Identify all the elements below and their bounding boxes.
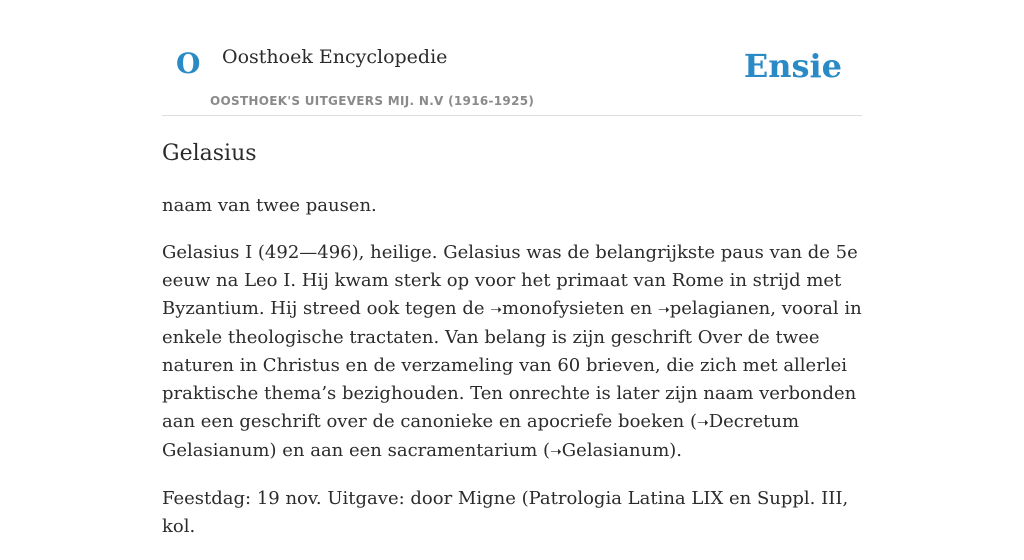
paragraph-text: ) en aan een sacramentarium ( [269,440,551,461]
publisher-subtitle: OOSTHOEK'S UITGEVERS MIJ. N.V (1916-1925) [210,94,535,108]
ensie-brand-link[interactable]: Ensie [743,47,842,85]
entry-title: Gelasius [162,141,257,166]
paragraph-text: Gelasius I (492—496), heilige. Gelasius was de belangrijkste paus van de 5e eeuw na Leo I. Hij kwam sterk op voor het primaat van Rome in strijd met Byzantium. Hij streed ook tegen de [162,242,858,319]
xref-monofysieten-link[interactable] [490,298,624,319]
oosthoek-logo-icon[interactable]: O [176,47,201,80]
entry-summary: naam van twee pausen. [162,195,377,216]
xref-gelasianum-link[interactable] [550,440,669,461]
arrow-right-icon: ➝ [696,415,709,431]
xref-label: Gelasianum [561,440,670,461]
xref-label: pelagianen [669,298,771,319]
arrow-right-icon: ➝ [550,444,562,460]
entry-content [162,192,862,560]
entry-paragraph-2: Feestdag: 19 nov. Uitgave: door Migne (Patrologia Latina LIX en Suppl. III, kol. [162,488,849,537]
xref-label: Decretum Gelasianum [162,411,800,461]
entry-paragraph-1 [162,239,862,466]
paragraph-text: ). [669,440,683,461]
site-header [162,0,862,116]
page-container [162,0,862,537]
site-title[interactable]: Oosthoek Encyclopedie [222,46,448,68]
xref-pelagianen-link[interactable] [658,298,770,319]
xref-label: monofysieten [502,298,625,319]
paragraph-text: en [624,298,658,319]
arrow-right-icon: ➝ [658,302,670,318]
arrow-right-icon: ➝ [490,302,502,318]
paragraph-text: , vooral in enkele theologische tractaten. Van belang is zijn geschrift Over de twee naturen in Christus en de verzameling van 60 brieven, die zich met allerlei praktische thema’s bezighouden. Ten onrechte is later zijn naam verbonden aan een geschrift over de canonieke en apocriefe boeken ( [162,298,862,432]
